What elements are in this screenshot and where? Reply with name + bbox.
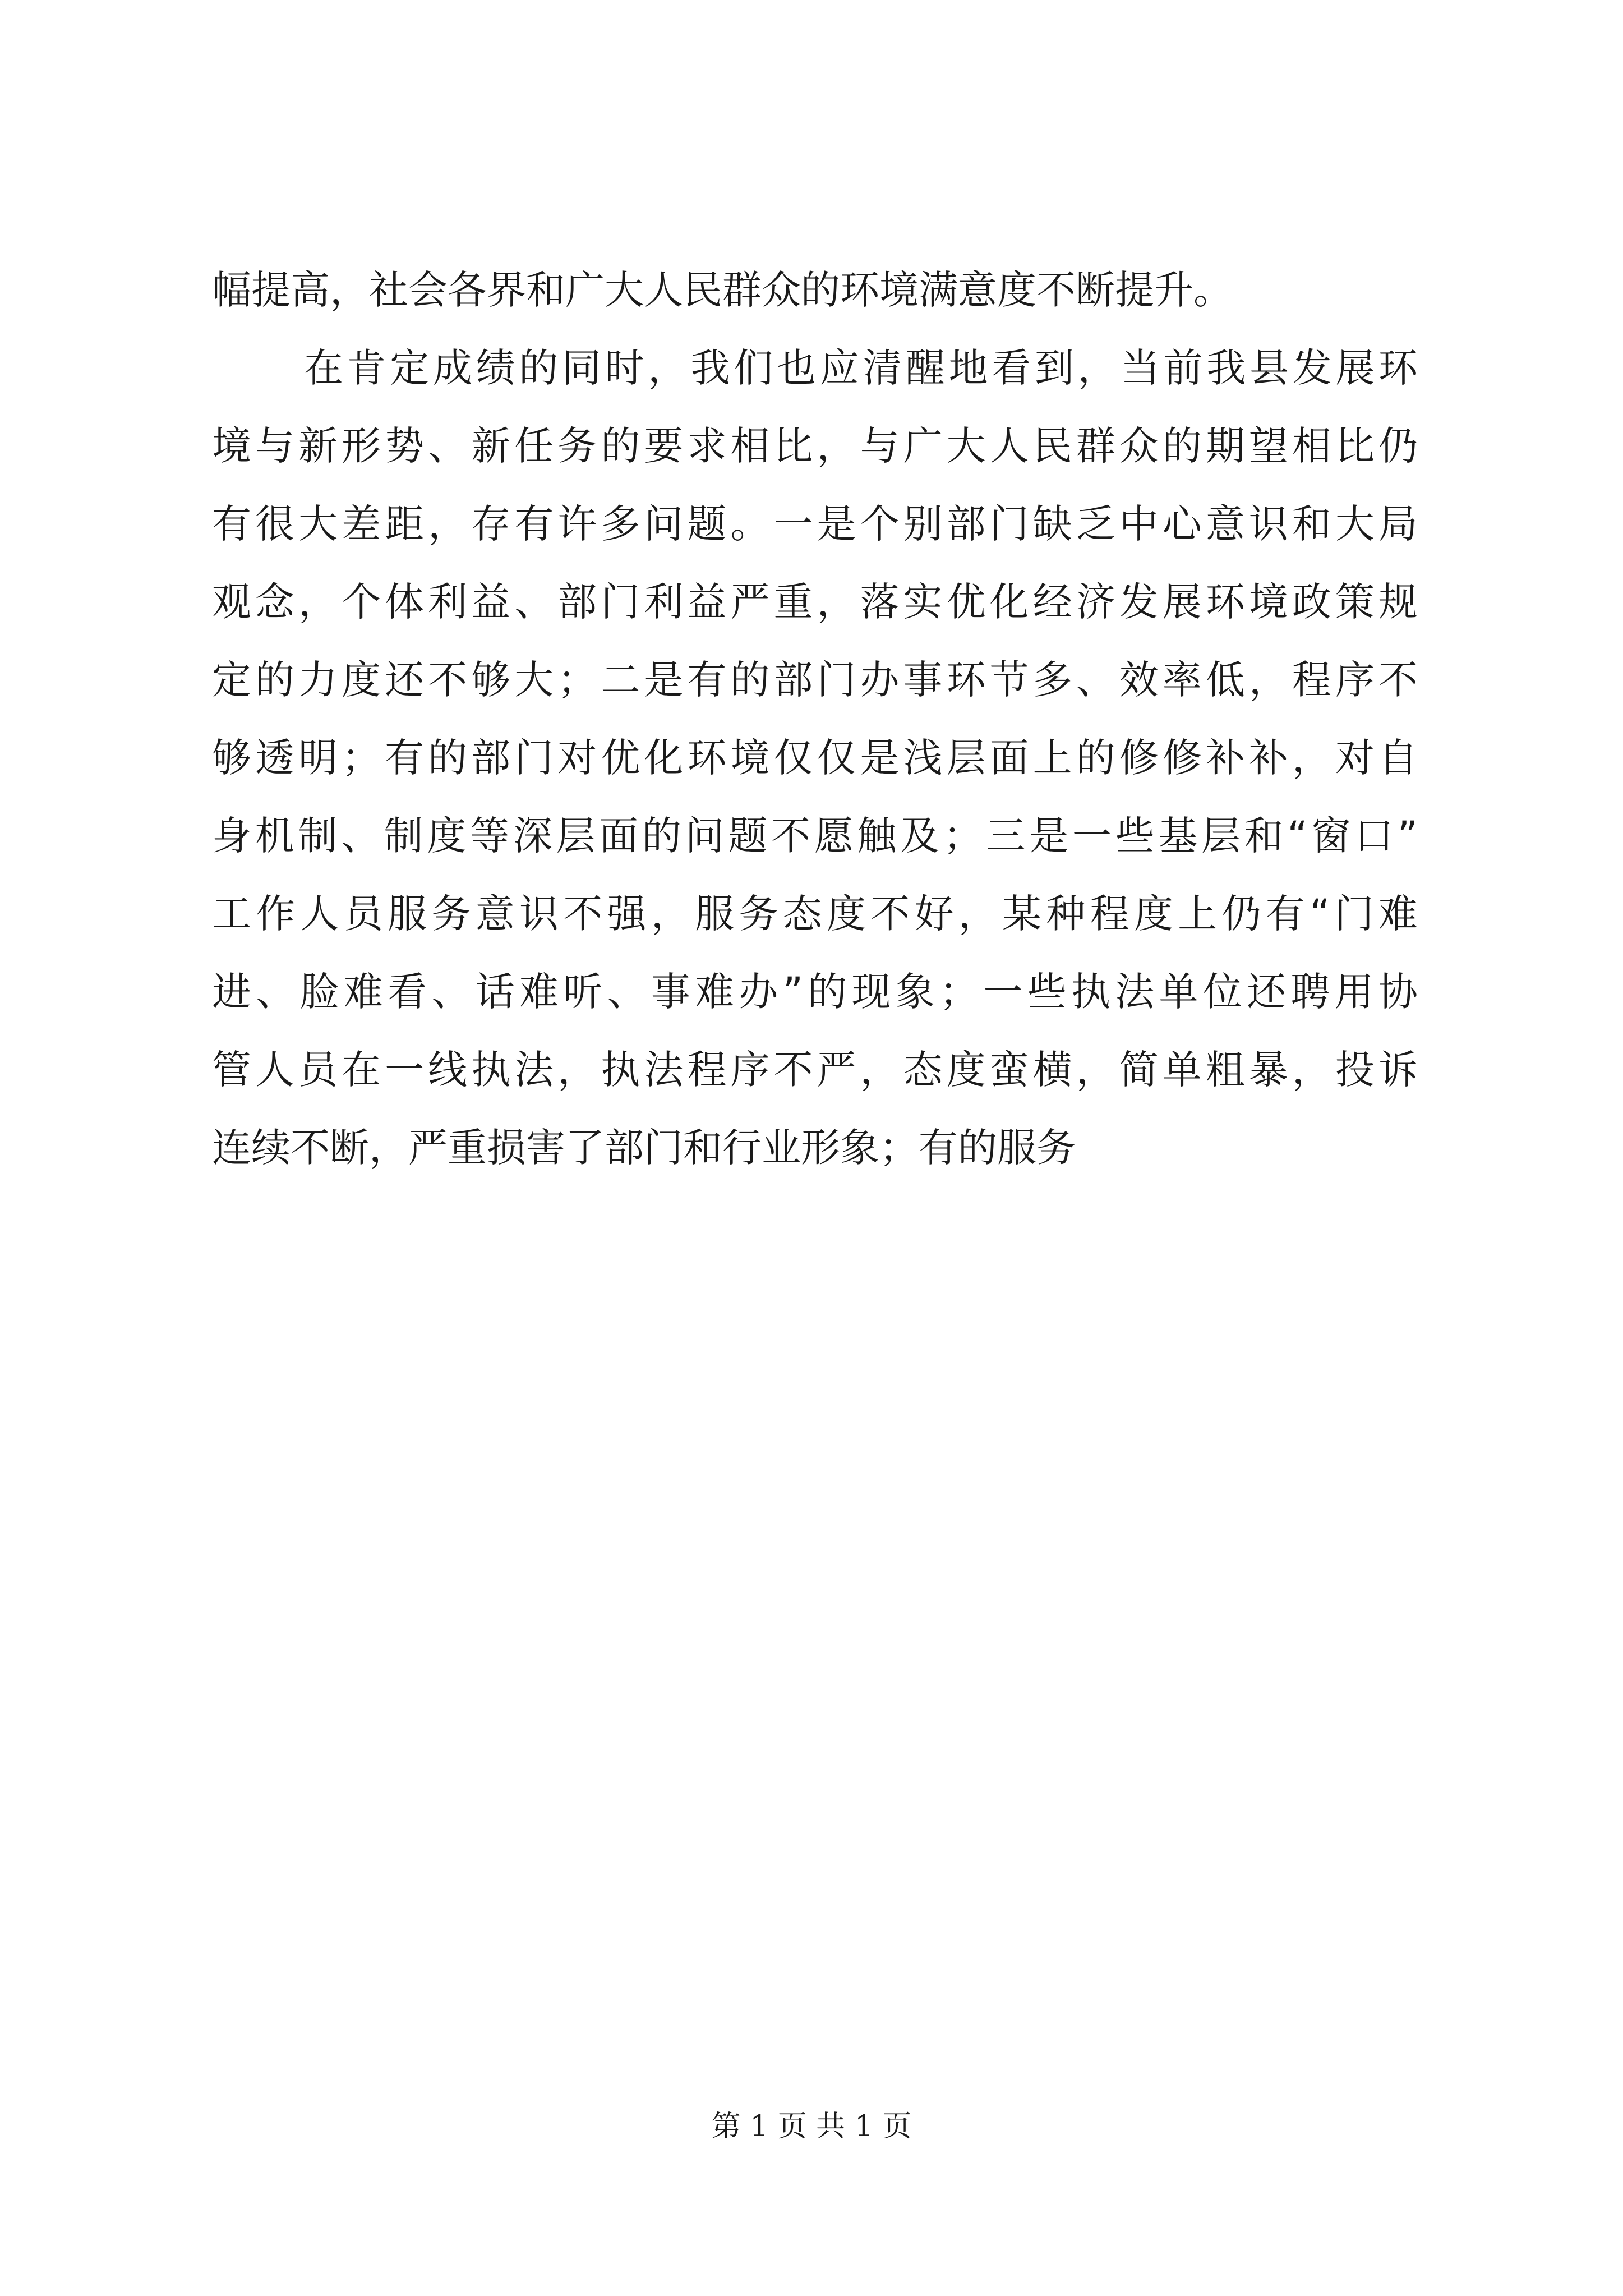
text-line: 有很大差距，存有许多问题。一是个别部门缺乏中心意识和大局: [212, 501, 1418, 547]
text-line: 工作人员服务意识不强，服务态度不好，某种程度上仍有“门难: [212, 891, 1418, 937]
text-line: 身机制、制度等深层面的问题不愿触及；三是一些基层和“窗口”: [212, 813, 1418, 859]
text-line: 观念，个体利益、部门利益严重，落实优化经济发展环境政策规: [212, 579, 1418, 625]
paragraph-first-line: 在肯定成绩的同时，我们也应清醒地看到，当前我县发展环: [304, 345, 1418, 391]
text-line: 管人员在一线执法，执法程序不严，态度蛮横，简单粗暴，投诉: [212, 1047, 1418, 1093]
text-line: 进、脸难看、话难听、事难办”的现象；一些执法单位还聘用协: [212, 969, 1418, 1015]
document-body: [212, 251, 1418, 1187]
text-line: 连续不断，严重损害了部门和行业形象；有的服务: [212, 1125, 1076, 1171]
page-number-footer: 第 1 页 共 1 页: [711, 2110, 912, 2143]
text-line: 幅提高，社会各界和广大人民群众的环境满意度不断提升。: [212, 267, 1233, 313]
text-line: 够透明；有的部门对优化环境仅仅是浅层面上的修修补补，对自: [212, 735, 1418, 781]
text-line: 定的力度还不够大；二是有的部门办事环节多、效率低，程序不: [212, 657, 1418, 703]
text-line: 境与新形势、新任务的要求相比，与广大人民群众的期望相比仍: [212, 423, 1418, 469]
